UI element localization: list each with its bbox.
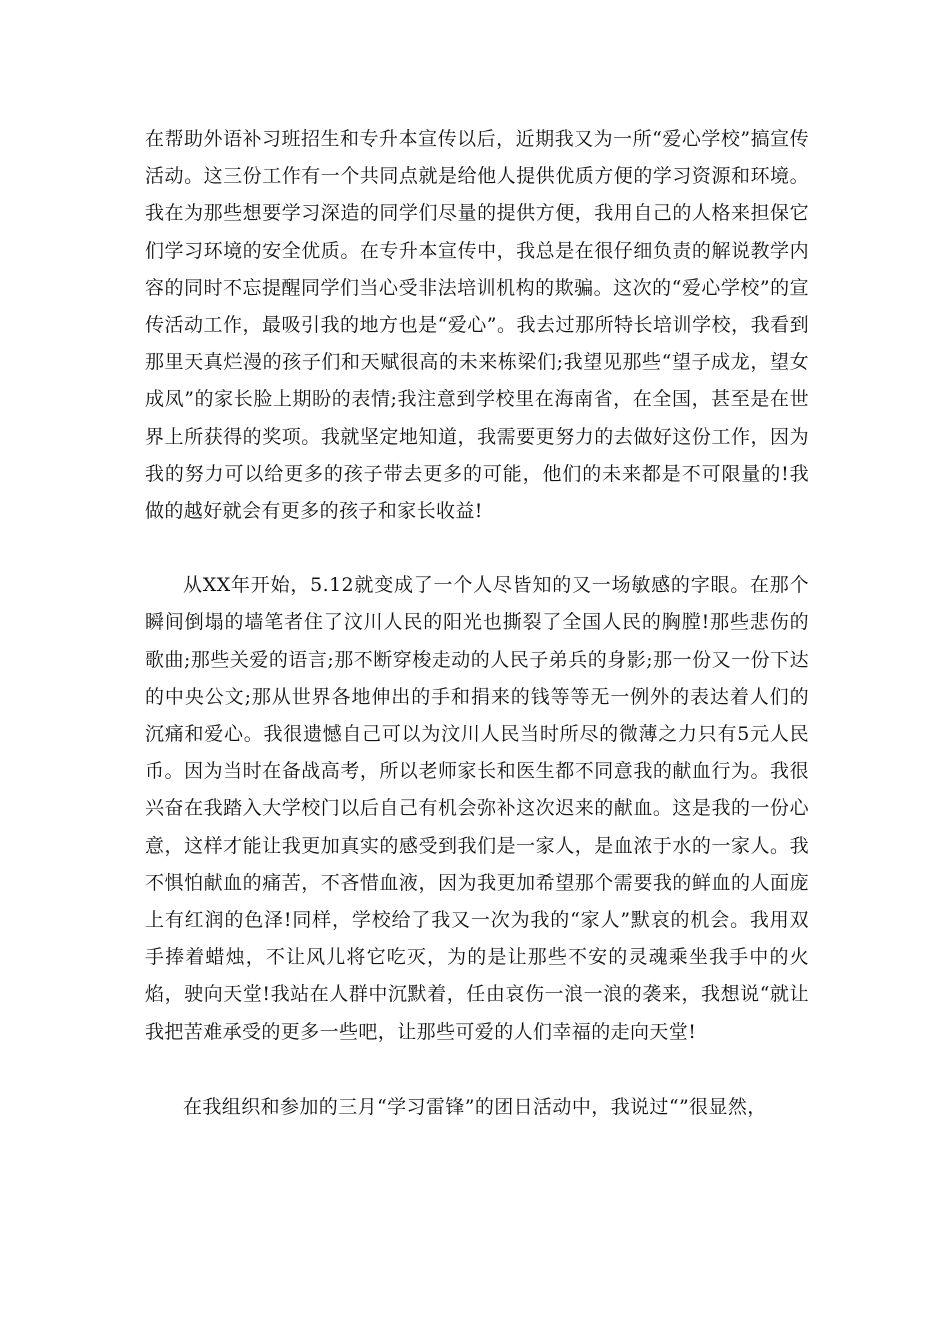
paragraph-lei-feng: 在我组织和参加的三月“学习雷锋”的团日活动中，我说过“”很显然， xyxy=(183,1095,767,1118)
document-body xyxy=(145,121,809,1126)
paragraph-wenchuan: 从XX年开始，5.12就变成了一个人尽皆知的又一场敏感的字眼。在那个瞬间倒塌的墙笔者住了汶川人民的阳光也撕裂了全国人民的胸膛!那些悲伤的歌曲;那些关爱的语言;那不断穿梭走动的人民子弟兵的身影;那一份又一份下达的中央公文;那从世界各地伸出的手和捐来的钱等等无一例外的表达着人们的沉痛和爱心。我很遗憾自己可以为汶川人民当时所尽的微薄之力只有5元人民币。因为当时在备战高考，所以老师家长和医生都不同意我的献血行为。我很兴奋在我踏入大学校门以后自己有机会弥补这次迟来的献血。这是我的一份心意，这样才能让我更加真实的感受到我们是一家人，是血浓于水的一家人。我不惧怕献血的痛苦，不吝惜血液，因为我更加希望那个需要我的鲜血的人面庞上有红润的色泽!同样，学校给了我又一次为我的“家人”默哀的机会。我用双手捧着蜡烛，不让风儿将它吃灭，为的是让那些不安的灵魂乘坐我手中的火焰，驶向天堂!我站在人群中沉默着，任由哀伤一浪一浪的袭来，我想说“就让我把苦难承受的更多一些吧，让那些可爱的人们幸福的走向天堂! xyxy=(145,574,809,1043)
paragraph-love-school: 在帮助外语补习班招生和专升本宣传以后，近期我又为一所“爱心学校”搞宣传活动。这三份工作有一个共同点就是给他人提供优质方便的学习资源和环境。我在为那些想要学习深造的同学们尽量的提供方便，我用自己的人格来担保它们学习环境的安全优质。在专升本宣传中，我总是在很仔细负责的解说教学内容的同时不忘提醒同学们当心受非法培训机构的欺骗。这次的“爱心学校”的宣传活动工作，最吸引我的地方也是“爱心”。我去过那所特长培训学校，我看到那里天真烂漫的孩子们和天赋很高的未来栋梁们;我望见那些“望子成龙，望女成凤”的家长脸上期盼的表情;我注意到学校里在海南省，在全国，甚至是在世界上所获得的奖项。我就坚定地知道，我需要更努力的去做好这份工作，因为我的努力可以给更多的孩子带去更多的可能，他们的未来都是不可限量的!我做的越好就会有更多的孩子和家长收益! xyxy=(145,128,809,523)
